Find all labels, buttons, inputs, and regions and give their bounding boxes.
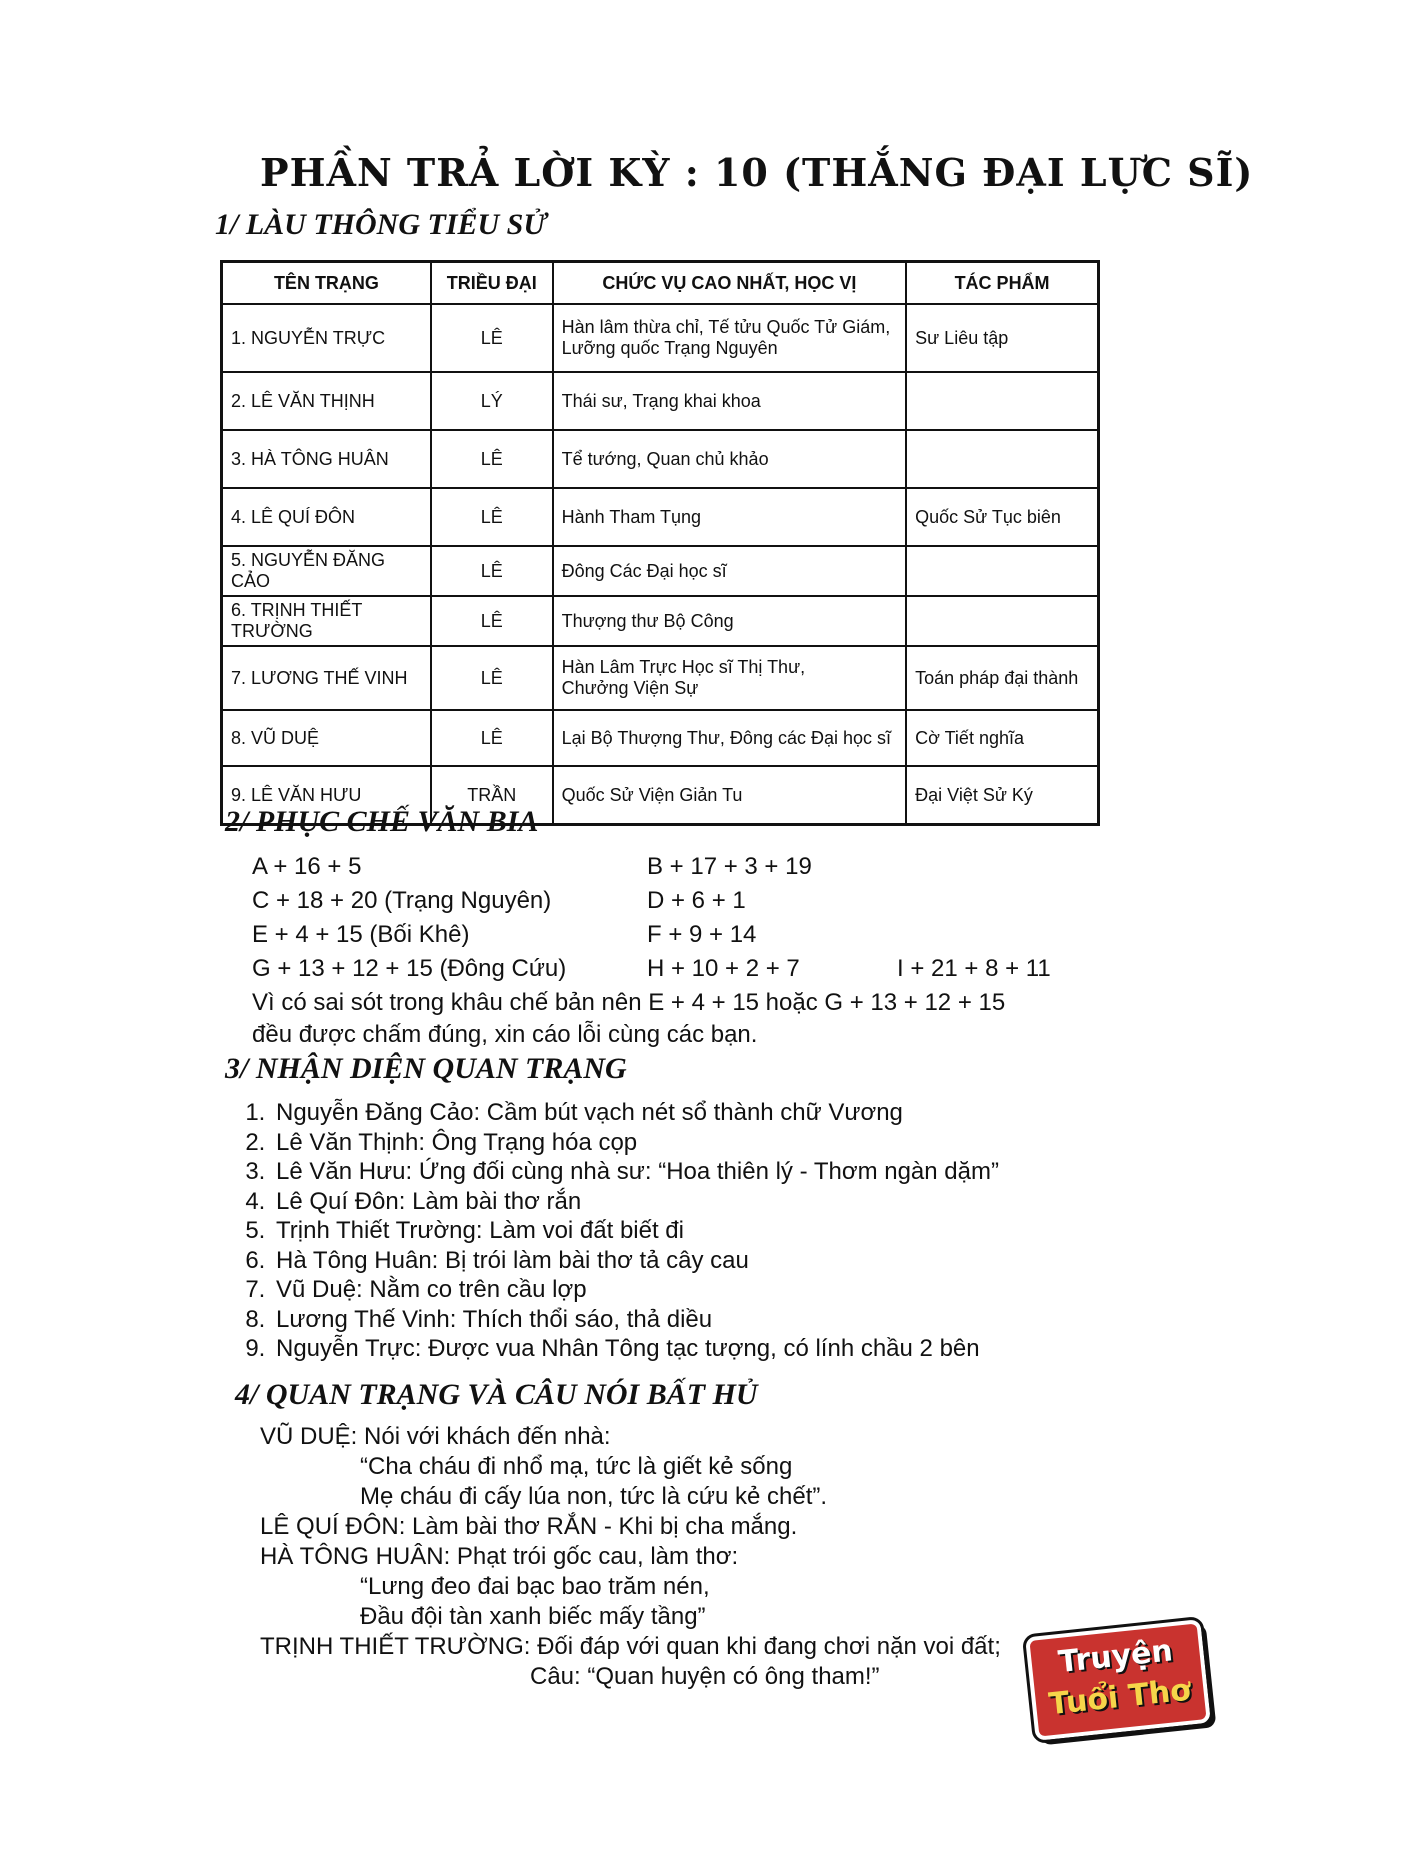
restore-answers <box>252 850 1102 1050</box>
saying-line: HÀ TÔNG HUÂN: Phạt trói gốc cau, làm thơ: <box>260 1543 739 1570</box>
position-line: Đông Các Đại học sĩ <box>561 560 727 581</box>
section-title-sayings: 4/ QUAN TRẠNG VÀ CÂU NÓI BẤT HỦ <box>235 1378 758 1411</box>
list-item: 9. Nguyễn Trực: Được vua Nhân Tông tạc tượng, có lính chầu 2 bên <box>272 1334 999 1364</box>
list-item: 2. Lê Văn Thịnh: Ông Trạng hóa cọp <box>272 1128 999 1158</box>
table-row <box>222 646 1099 710</box>
publisher-logo <box>1025 1619 1211 1741</box>
cell-name: 9. LÊ VĂN HƯU <box>222 766 431 825</box>
cell-work: Quốc Sử Tục biên <box>906 488 1098 546</box>
list-item: 3. Lê Văn Hưu: Ứng đối cùng nhà sư: “Hoa thiên lý - Thơm ngàn dặm” <box>272 1157 999 1187</box>
saying-line: Câu: “Quan huyện có ông tham!” <box>530 1663 880 1690</box>
cell-work <box>906 430 1098 488</box>
saying-line: VŨ DUỆ: Nói với khách đến nhà: <box>260 1423 611 1450</box>
answer: F + 9 + 14 <box>647 921 757 948</box>
answer-row <box>252 918 1102 952</box>
cell-work: Cờ Tiết nghĩa <box>906 710 1098 766</box>
table-row <box>222 372 1099 430</box>
cell-position <box>553 646 907 710</box>
biography-table <box>220 260 1100 826</box>
position-line: Thượng thư Bộ Công <box>561 610 734 631</box>
answer: D + 6 + 1 <box>647 887 746 914</box>
answer: H + 10 + 2 + 7 <box>647 955 800 982</box>
column-header-position: CHỨC VỤ CAO NHẤT, HỌC VỊ <box>553 262 907 305</box>
sayings-block <box>260 1422 1080 1692</box>
cell-era: LÊ <box>431 488 553 546</box>
cell-name: 5. NGUYỄN ĐĂNG CẢO <box>222 546 431 596</box>
cell-era: TRẦN <box>431 766 553 825</box>
cell-work <box>906 372 1098 430</box>
cell-era: LÝ <box>431 372 553 430</box>
cell-era: LÊ <box>431 546 553 596</box>
cell-name: 6. TRỊNH THIẾT TRƯỜNG <box>222 596 431 646</box>
table-row <box>222 596 1099 646</box>
saying-line: TRỊNH THIẾT TRƯỜNG: Đối đáp với quan khi đang chơi nặn voi đất; <box>260 1633 1001 1660</box>
note-line: đều được chấm đúng, xin cáo lỗi cùng các bạn. <box>252 1021 758 1048</box>
cell-position <box>553 766 907 825</box>
cell-name: 4. LÊ QUÍ ĐÔN <box>222 488 431 546</box>
cell-era: LÊ <box>431 646 553 710</box>
answer: E + 4 + 15 (Bối Khê) <box>252 921 470 948</box>
note-line: Vì có sai sót trong khâu chế bản nên E + 4 + 15 hoặc G + 13 + 12 + 15 <box>252 989 1006 1016</box>
position-line: Lại Bộ Thượng Thư, Đông các Đại học sĩ <box>561 727 892 748</box>
cell-work: Đại Việt Sử Ký <box>906 766 1098 825</box>
list-item: 1. Nguyễn Đăng Cảo: Cầm bút vạch nét sổ thành chữ Vương <box>272 1098 999 1128</box>
list-item: 7. Vũ Duệ: Nằm co trên cầu lợp <box>272 1275 999 1305</box>
table-row <box>222 710 1099 766</box>
column-header-work: TÁC PHẨM <box>906 262 1098 305</box>
table-header-row <box>222 262 1099 305</box>
section-title-identify: 3/ NHẬN DIỆN QUAN TRẠNG <box>225 1052 627 1085</box>
cell-position <box>553 304 907 372</box>
page-title: PHẦN TRẢ LỜI KỲ : 10 (THẮNG ĐẠI LỰC SĨ) <box>260 150 1254 195</box>
table-row <box>222 430 1099 488</box>
saying-line: LÊ QUÍ ĐÔN: Làm bài thơ RẮN - Khi bị cha mắng. <box>260 1513 798 1540</box>
saying-line: “Lưng đeo đai bạc bao trăm nén, <box>360 1573 710 1600</box>
position-line: Hàn Lâm Trực Học sĩ Thị Thư, <box>561 657 806 677</box>
cell-name: 2. LÊ VĂN THỊNH <box>222 372 431 430</box>
cell-name: 3. HÀ TÔNG HUÂN <box>222 430 431 488</box>
column-header-era: TRIỀU ĐẠI <box>431 262 553 305</box>
position-line: Hàn lâm thừa chỉ, Tế tửu Quốc Tử Giám, <box>561 317 891 337</box>
cell-position <box>553 596 907 646</box>
cell-era: LÊ <box>431 304 553 372</box>
answer: A + 16 + 5 <box>252 853 362 880</box>
saying-line: Mẹ cháu đi cấy lúa non, tức là cứu kẻ chết”. <box>360 1483 828 1510</box>
saying-line: “Cha cháu đi nhổ mạ, tức là giết kẻ sống <box>360 1453 793 1480</box>
answer-row <box>252 884 1102 918</box>
saying-line: Đầu đội tàn xanh biếc mấy tầng” <box>360 1603 706 1630</box>
position-line: Lưỡng quốc Trạng Nguyên <box>561 338 778 358</box>
cell-position <box>553 430 907 488</box>
table-row <box>222 546 1099 596</box>
section-title-biography: 1/ LÀU THÔNG TIỂU SỬ <box>215 208 547 241</box>
table-row <box>222 488 1099 546</box>
list-item: 5. Trịnh Thiết Trường: Làm voi đất biết đi <box>272 1216 999 1246</box>
cell-position <box>553 710 907 766</box>
cell-work: Toán pháp đại thành <box>906 646 1098 710</box>
logo-line-2: Tuổi Thơ <box>1047 1672 1193 1723</box>
answer: I + 21 + 8 + 11 <box>897 955 1051 982</box>
position-line: Quốc Sử Viện Giản Tu <box>561 784 743 805</box>
section-title-restore: 2/ PHỤC CHẾ VĂN BIA <box>225 805 539 838</box>
position-line: Chưởng Viện Sự <box>561 678 699 698</box>
cell-position <box>553 488 907 546</box>
cell-position <box>553 546 907 596</box>
cell-work: Sư Liêu tập <box>906 304 1098 372</box>
cell-era: LÊ <box>431 430 553 488</box>
cell-work <box>906 596 1098 646</box>
identify-list <box>240 1098 999 1364</box>
cell-position <box>553 372 907 430</box>
answer: C + 18 + 20 (Trạng Nguyên) <box>252 887 552 914</box>
logo-line-1: Truyện <box>1056 1633 1175 1681</box>
cell-era: LÊ <box>431 596 553 646</box>
cell-work <box>906 546 1098 596</box>
position-line: Hành Tham Tụng <box>561 506 702 527</box>
cell-name: 7. LƯƠNG THẾ VINH <box>222 646 431 710</box>
cell-name: 1. NGUYỄN TRỰC <box>222 304 431 372</box>
list-item: 4. Lê Quí Đôn: Làm bài thơ rắn <box>272 1187 999 1217</box>
answer-row <box>252 850 1102 884</box>
answer: G + 13 + 12 + 15 (Đông Cứu) <box>252 955 567 982</box>
list-item: 8. Lương Thế Vinh: Thích thổi sáo, thả diều <box>272 1305 999 1335</box>
position-line: Thái sư, Trạng khai khoa <box>561 390 761 411</box>
cell-name: 8. VŨ DUỆ <box>222 710 431 766</box>
answer: B + 17 + 3 + 19 <box>647 853 812 880</box>
list-item: 6. Hà Tông Huân: Bị trói làm bài thơ tả cây cau <box>272 1246 999 1276</box>
column-header-name: TÊN TRẠNG <box>222 262 431 305</box>
table-row <box>222 304 1099 372</box>
answer-row <box>252 952 1102 986</box>
position-line: Tể tướng, Quan chủ khảo <box>561 448 769 469</box>
cell-era: LÊ <box>431 710 553 766</box>
